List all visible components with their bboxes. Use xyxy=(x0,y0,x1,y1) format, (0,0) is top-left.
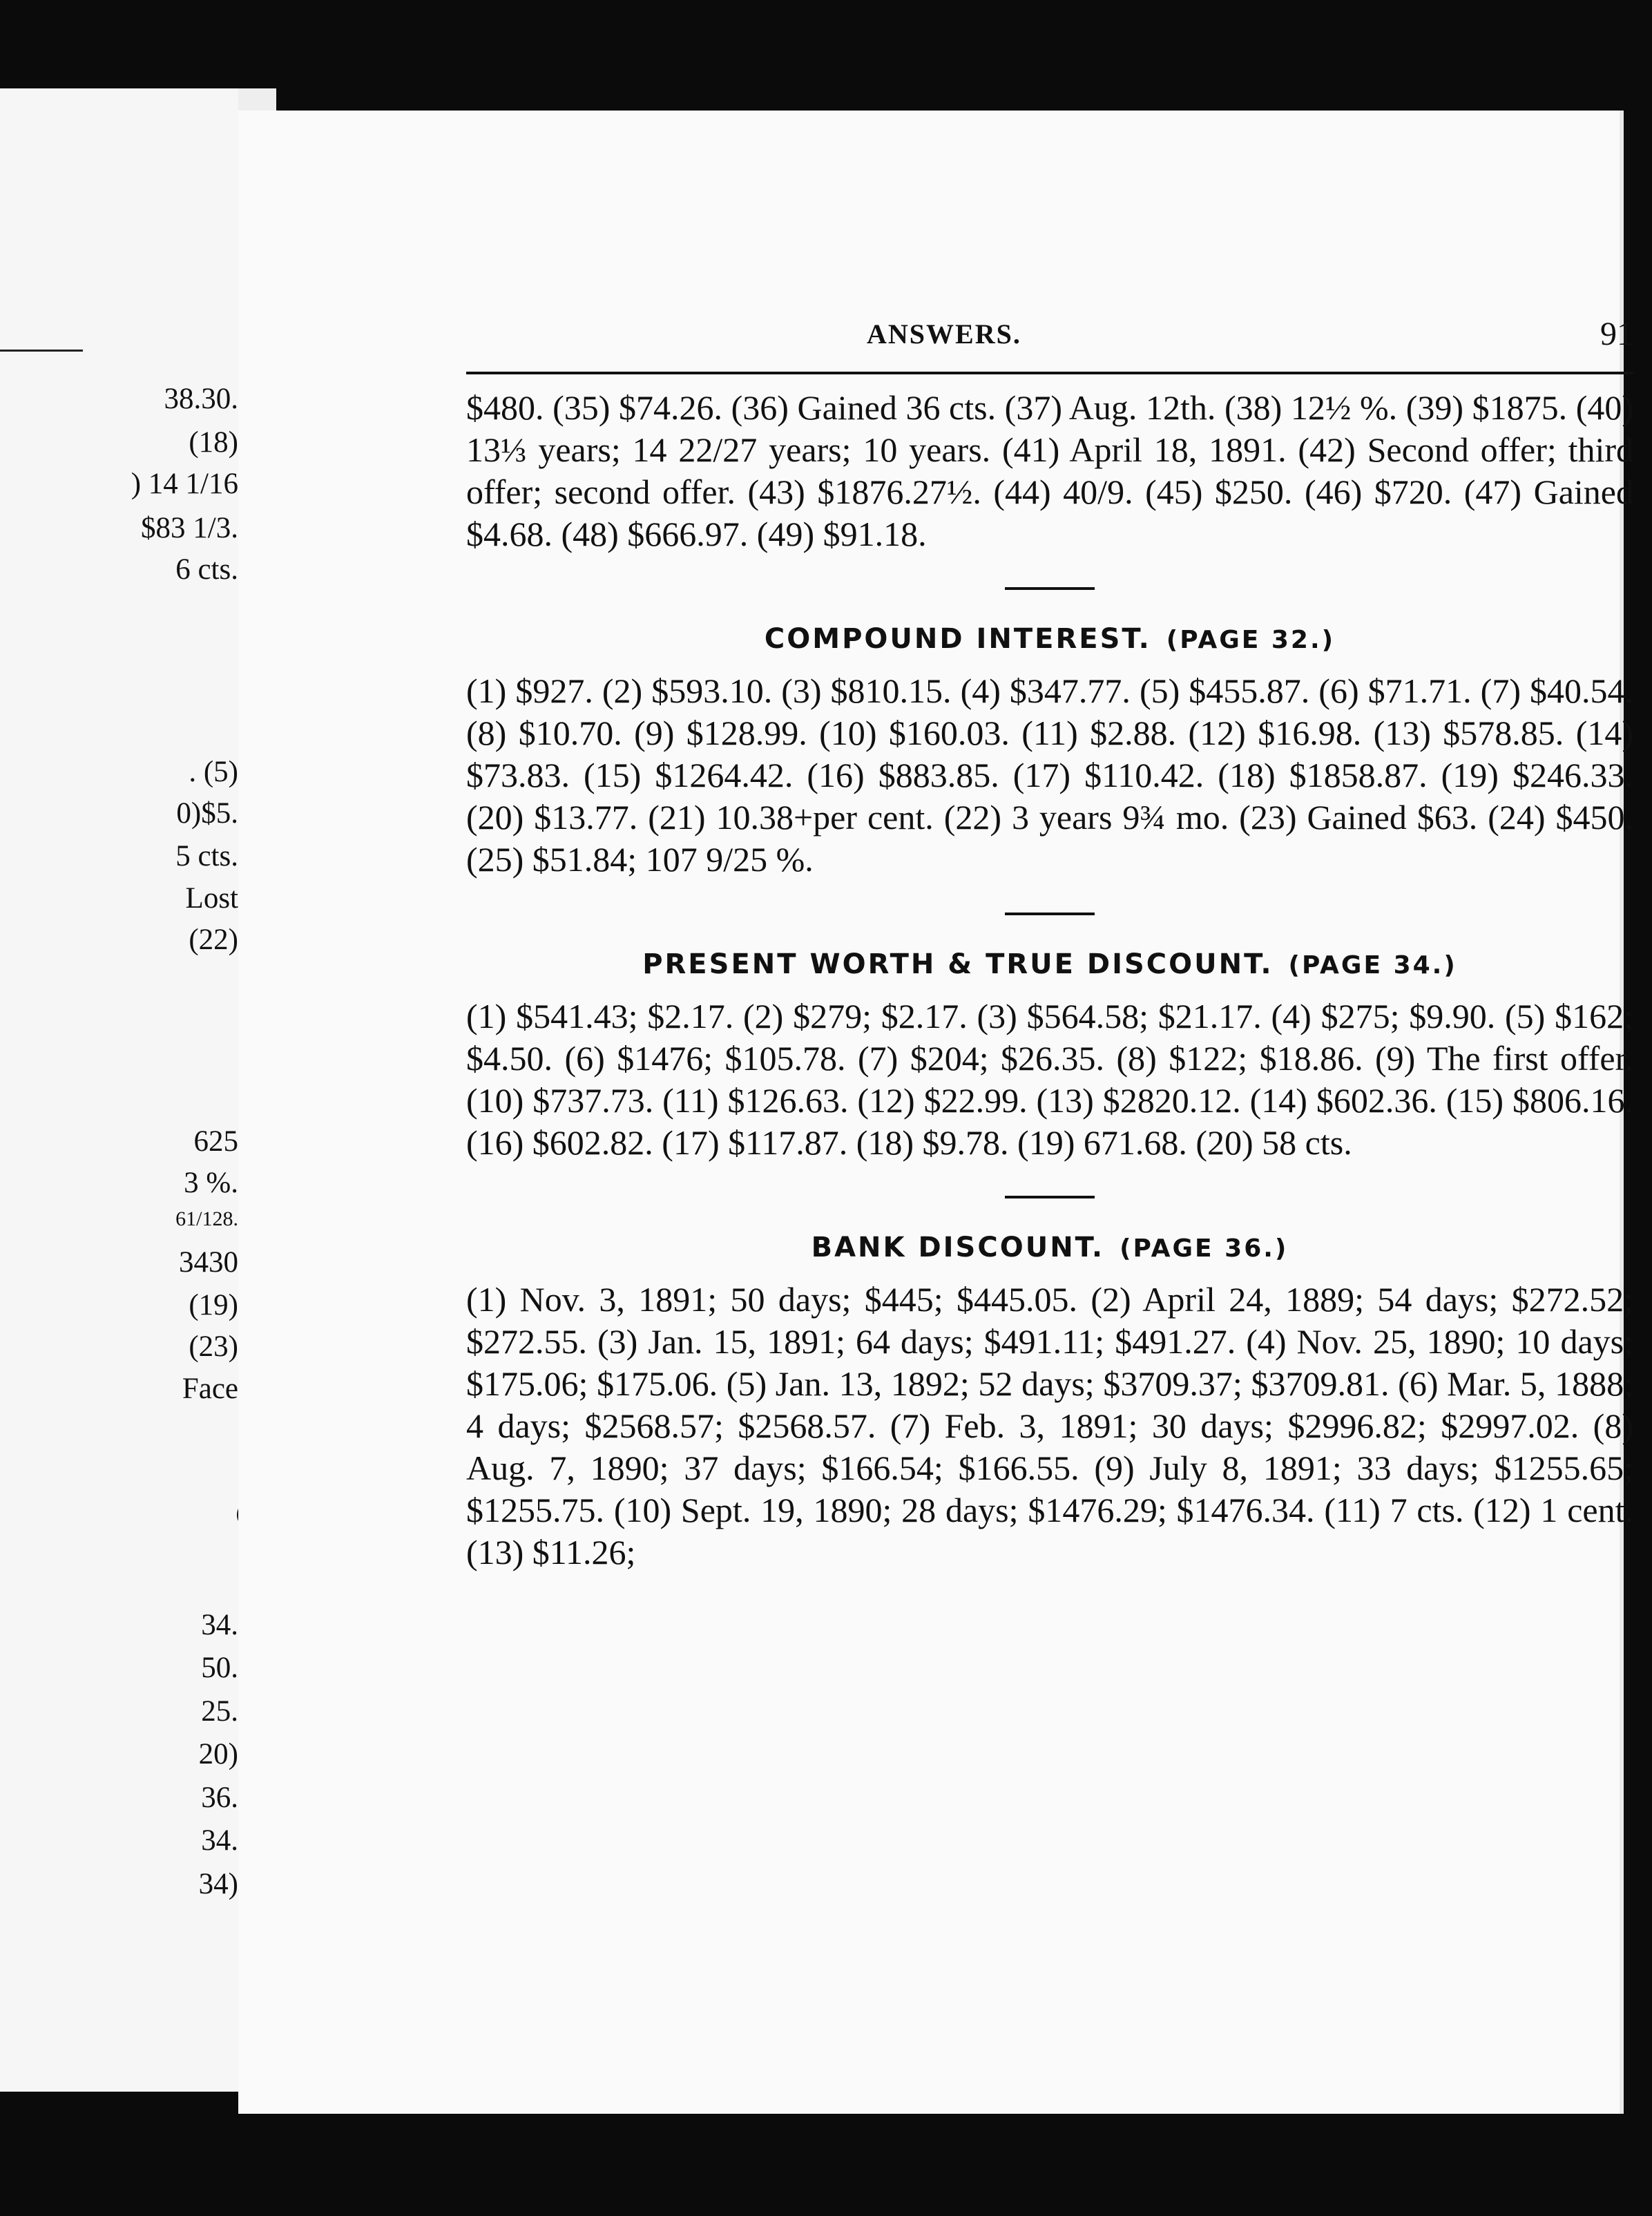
left-fragment: 625 xyxy=(193,1125,238,1158)
section-title: BANK DISCOUNT. xyxy=(811,1232,1105,1263)
left-fragment: 34. xyxy=(201,1824,238,1857)
left-fragment: (19) xyxy=(189,1289,238,1321)
left-fragment: 20) xyxy=(198,1738,238,1770)
section-title: PRESENT WORTH & TRUE DISCOUNT. xyxy=(642,948,1274,980)
section-answers: (1) Nov. 3, 1891; 50 days; $445; $445.05. (2) April 24, 1889; 54 days; $272.52; $272.55. (3) Jan. 15, 1891; 64 days; $491.11; $491.27. (4) Nov. 25, 1890; 10 days; $175.06; $175.06. (5) Jan. 13, 1892; 52 days; $3709.37; $3709.81. (6) Mar. 5, 1888; 4 days; $2568.57; $2568.57. (7) Feb. 3, 1891; 30 days; $2996.82; $2997.02. (8) Aug. 7, 1890; 37 days; $166.54; $166.55. (9) July 8, 1891; 33 days; $1255.65; $1255.75. (10) Sept. 19, 1890; 28 days; $1476.29; $1476.34. (11) 7 cts. (12) 1 cent. (13) $11.26; xyxy=(466,1280,1633,1572)
section-heading xyxy=(466,948,1633,980)
section-answers: (1) $541.43; $2.17. (2) $279; $2.17. (3) $564.58; $21.17. (4) $275; $9.90. (5) $162; $4.50. (6) $1476; $105.78. (7) $204; $26.35. (8) $122; $18.86. (9) The first offer. (10) $737.73. (11) $126.63. (12) $22.99. (13) $2820.12. (14) $602.36. (15) $806.16. (16) $602.82. (17) $117.87. (18) $9.78. (19) 671.68. (20) 58 cts. xyxy=(466,997,1633,1162)
left-fragment: (23) xyxy=(189,1330,238,1363)
left-fragment: Lost xyxy=(185,882,238,915)
page-content xyxy=(466,318,1633,1574)
left-fragment: 5 cts. xyxy=(175,840,238,872)
left-page xyxy=(0,88,238,2092)
page-number: 91 xyxy=(1600,316,1633,352)
left-fragment: 34) xyxy=(198,1868,238,1900)
left-page-header-rule xyxy=(0,350,83,352)
left-fragment: (22) xyxy=(189,924,238,956)
section-page-ref: (PAGE 32.) xyxy=(1166,626,1336,654)
section-divider xyxy=(1005,913,1095,915)
right-page xyxy=(238,111,1633,2114)
left-fragment: 34. xyxy=(201,1609,238,1641)
section-heading xyxy=(466,623,1633,655)
running-title: ANSWERS. xyxy=(867,318,1021,350)
intro-answers: $480. (35) $74.26. (36) Gained 36 cts. (37) Aug. 12th. (38) 12½ %. (39) $1875. (40) 13⅓ years; 14 22/27 years; 10 years. (41) April 18, 1891. (42) Second offer; third offer; second offer. (43) $1876.27½. (44) 40/9. (45) $250. (46) $720. (47) Gained $4.68. (48) $666.97. (49) $91.18. xyxy=(466,388,1633,553)
section-heading xyxy=(466,1232,1633,1263)
left-fragment: 6 cts. xyxy=(175,553,238,586)
left-fragment: 25. xyxy=(201,1695,238,1728)
left-fragment: 38.30. xyxy=(164,383,238,415)
left-fragment: $83 1/3. xyxy=(141,512,238,544)
section-page-ref: (PAGE 36.) xyxy=(1120,1234,1289,1263)
section-divider xyxy=(1005,1196,1095,1198)
left-fragment: 36. xyxy=(201,1782,238,1814)
left-fragment: 3430 xyxy=(179,1246,238,1279)
left-fragment: 3 %. xyxy=(184,1167,238,1199)
left-fragment: 0)$5. xyxy=(176,797,238,830)
section-title: COMPOUND INTEREST. xyxy=(764,623,1151,655)
section-page-ref: (PAGE 34.) xyxy=(1288,951,1457,980)
header-rule xyxy=(466,372,1633,374)
section-answers: (1) $927. (2) $593.10. (3) $810.15. (4) $347.77. (5) $455.87. (6) $71.71. (7) $40.54. (8) $10.70. (9) $128.99. (10) $160.03. (11) $2.88. (12) $16.98. (13) $578.85. (14) $73.83. (15) $1264.42. (16) $883.85. (17) $110.42. (18) $1858.87. (19) $246.33. (20) $13.77. (21) 10.38+per cent. (22) 3 years 9¾ mo. (23) Gained $63. (24) $450. (25) $51.84; 107 9/25 %. xyxy=(466,671,1633,879)
left-fragment: 61/128. xyxy=(175,1207,238,1230)
left-fragment: ) 14 1/16 xyxy=(131,468,238,500)
section-divider xyxy=(1005,587,1095,590)
left-fragment: (18) xyxy=(189,426,238,459)
left-fragment: 50. xyxy=(201,1652,238,1684)
left-fragment: . (5) xyxy=(189,756,238,788)
running-header xyxy=(466,318,1633,359)
left-fragment: Face xyxy=(182,1373,238,1405)
